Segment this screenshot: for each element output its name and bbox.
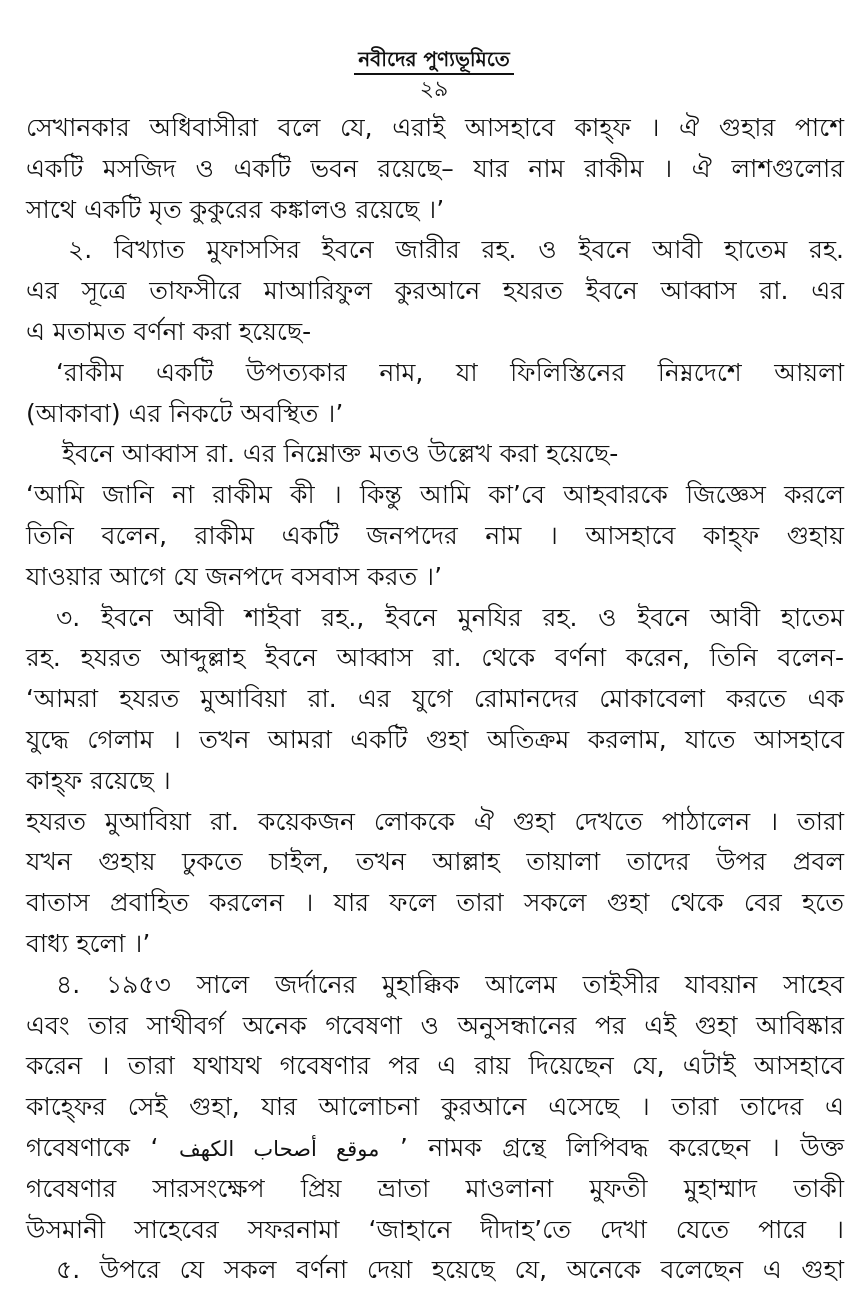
line-26-after: ’ নামক গ্রন্থে লিপিবদ্ধ করেছেন । উক্ত: [399, 1132, 844, 1162]
text-line-8: (আকাবা) এর নিকটে অবস্থিত ।’: [26, 398, 344, 428]
text-line-21: বাধ্য হলো ।’: [26, 928, 151, 958]
text-line-23: এবং তার সাথীবর্গ অনেক গবেষণা ও অনুসন্ধানের পর এই গুহা আবিষ্কার: [26, 1010, 844, 1040]
line-26-before: গবেষণাকে ‘: [26, 1132, 159, 1162]
text-line-27: গবেষণার সারসংক্ষেপ প্রিয় ভ্রাতা মাওলানা মুফতী মুহাম্মাদ তাকী: [26, 1173, 844, 1203]
text-line-22: ৪. ১৯৫৩ সালে জর্দানের মুহাক্কিক আলেম তাইসীর যাবয়ান সাহেব: [56, 969, 844, 999]
text-line-25: কাহ্ফের সেই গুহা, যার আলোচনা কুরআনে এসেছে । তারা তাদের এ: [26, 1092, 844, 1122]
text-line-11: তিনি বলেন, রাকীম একটি জনপদের নাম । আসহাবে কাহ্ফ গুহায়: [26, 520, 844, 550]
text-line-1: সেখানকার অধিবাসীরা বলে যে, এরাই আসহাবে কাহ্ফ । ঐ গুহার পাশে: [26, 113, 844, 142]
body-text: [26, 108, 844, 1291]
page-number: ২৯: [419, 77, 449, 102]
text-line-29: ৫. উপরে যে সকল বর্ণনা দেয়া হয়েছে যে, অনেকে বলেছেন এ গুহা: [56, 1255, 844, 1285]
text-line-18: হযরত মুআবিয়া রা. কয়েকজন লোককে ঐ গুহা দেখতে পাঠালেন । তারা: [26, 806, 844, 836]
text-line-6: এ মতামত বর্ণনা করা হয়েছে-: [26, 316, 312, 346]
text-line-7: ‘রাকীম একটি উপত্যকার নাম, যা ফিলিস্তিনের নিম্নদেশে আয়লা: [56, 357, 844, 387]
text-line-9: ইবনে আব্বাস রা. এর নিম্নোক্ত মতও উল্লেখ করা হয়েছে-: [62, 439, 619, 469]
text-line-16: যুদ্ধে গেলাম । তখন আমরা একটি গুহা অতিক্রম করলাম, যাতে আসহাবে: [26, 724, 844, 754]
arabic-book-title: موقع أصحاب الكهف: [178, 1136, 380, 1161]
text-line-20: বাতাস প্রবাহিত করলেন । যার ফলে তারা সকলে গুহা থেকে বের হতে: [26, 888, 844, 918]
text-line-5: এর সূত্রে তাফসীরে মাআরিফুল কুরআনে হযরত ইবনে আব্বাস রা. এর: [26, 276, 844, 306]
text-line-24: করেন । তারা যথাযথ গবেষণার পর এ রায় দিয়েছেন যে, এটাই আসহাবে: [26, 1051, 844, 1081]
text-line-3: সাথে একটি মৃত কুকুরের কঙ্কালও রয়েছে ।’: [26, 194, 445, 224]
text-line-28: উসমানী সাহেবের সফরনামা ‘জাহানে দীদাহ’তে দেখা যেতে পারে ।: [26, 1214, 844, 1244]
text-line-19: যখন গুহায় ঢুকতে চাইল, তখন আল্লাহ তায়ালা তাদের উপর প্রবল: [26, 847, 844, 877]
text-line-26: [26, 1128, 844, 1169]
text-line-10: ‘আমি জানি না রাকীম কী । কিন্তু আমি কা’বে আহবারকে জিজ্ঞেস করলে: [26, 480, 844, 510]
text-line-15: ‘আমরা হযরত মুআবিয়া রা. এর যুগে রোমানদের মোকাবেলা করতে এক: [26, 684, 844, 714]
text-line-17: কাহ্ফ রয়েছে ।: [26, 765, 171, 795]
text-line-4: ২. বিখ্যাত মুফাসসির ইবনে জারীর রহ. ও ইবনে আবী হাতেম রহ.: [68, 235, 844, 265]
book-title: নবীদের পুণ্যভূমিতে: [354, 46, 514, 75]
running-header: [0, 46, 868, 75]
text-line-2: একটি মসজিদ ও একটি ভবন রয়েছে– যার নাম রাকীম । ঐ লাশগুলোর: [26, 153, 844, 183]
text-line-12: যাওয়ার আগে যে জনপদে বসবাস করত ।’: [26, 561, 443, 591]
text-line-14: রহ. হযরত আব্দুল্লাহ ইবনে আব্বাস রা. থেকে বর্ণনা করেন, তিনি বলেন-: [26, 643, 844, 673]
text-line-13: ৩. ইবনে আবী শাইবা রহ., ইবনে মুনযির রহ. ও ইবনে আবী হাতেম: [56, 602, 844, 632]
